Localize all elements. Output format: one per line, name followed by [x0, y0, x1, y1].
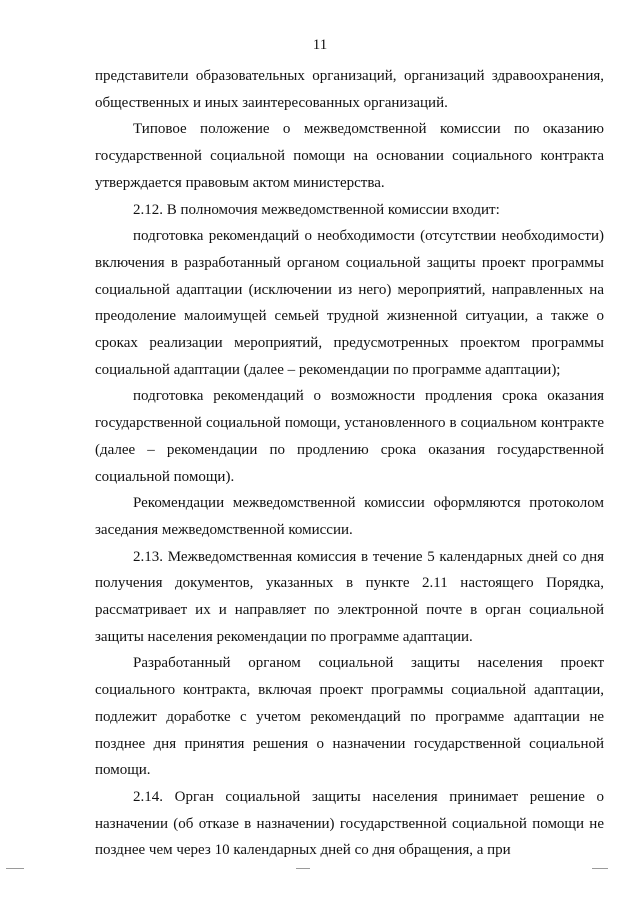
scan-mark-center: [296, 868, 310, 869]
scan-mark-left: [6, 868, 24, 869]
paragraph-model-regulation: Типовое положение о межведомственной комиссии по оказанию государственной социальной помощи на основании социального контракта утверждается правовым актом министерства.: [95, 121, 604, 191]
paragraph-continuation: представители образовательных организаций, организаций здравоохранения, общественных и иных заинтересованных организаций.: [95, 68, 604, 111]
document-body: [95, 63, 604, 864]
paragraph-2-13: 2.13. Межведомственная комиссия в течение 5 календарных дней со дня получения документов, указанных в пункте 2.11 настоящего Порядка, рассматривает их и направляет по электронной почте в орган социальной защиты населения рекомендации по программе адаптации.: [95, 548, 604, 645]
page-number: 11: [312, 37, 328, 53]
paragraph-recommendations-program: подготовка рекомендаций о необходимости (отсутствии необходимости) включения в разработанный органом социальной защиты проект программы социальной адаптации (исключении из него) мероприятий, направленных на преодоление малоимущей семьей трудной жизненной ситуации, а также о сроках реализации мероприятий, предусмотренных проектом программы социальной адаптации (далее – рекомендации по программе адаптации);: [95, 228, 604, 378]
paragraph-protocol: Рекомендации межведомственной комиссии оформляются протоколом заседания межведомственной комиссии.: [95, 495, 604, 538]
paragraph-recommendations-extension: подготовка рекомендаций о возможности продления срока оказания государственной социальной помощи, установленного в социальном контракте (далее – рекомендации по продлению срока оказания государственной социальной помощи).: [95, 388, 604, 485]
paragraph-2-12: 2.12. В полномочия межведомственной комиссии входит:: [133, 201, 500, 218]
paragraph-2-14: 2.14. Орган социальной защиты населения принимает решение о назначении (об отказе в назначении) государственной социальной помощи не позднее чем через 10 календарных дней со дня обращения, а при: [95, 788, 604, 859]
scan-mark-right: [592, 868, 608, 869]
paragraph-contract-revision: Разработанный органом социальной защиты населения проект социального контракта, включая проект программы социальной адаптации, подлежит доработке с учетом рекомендаций по программе адаптации не позднее дня принятия решения о назначении государственной социальной помощи.: [95, 655, 604, 779]
